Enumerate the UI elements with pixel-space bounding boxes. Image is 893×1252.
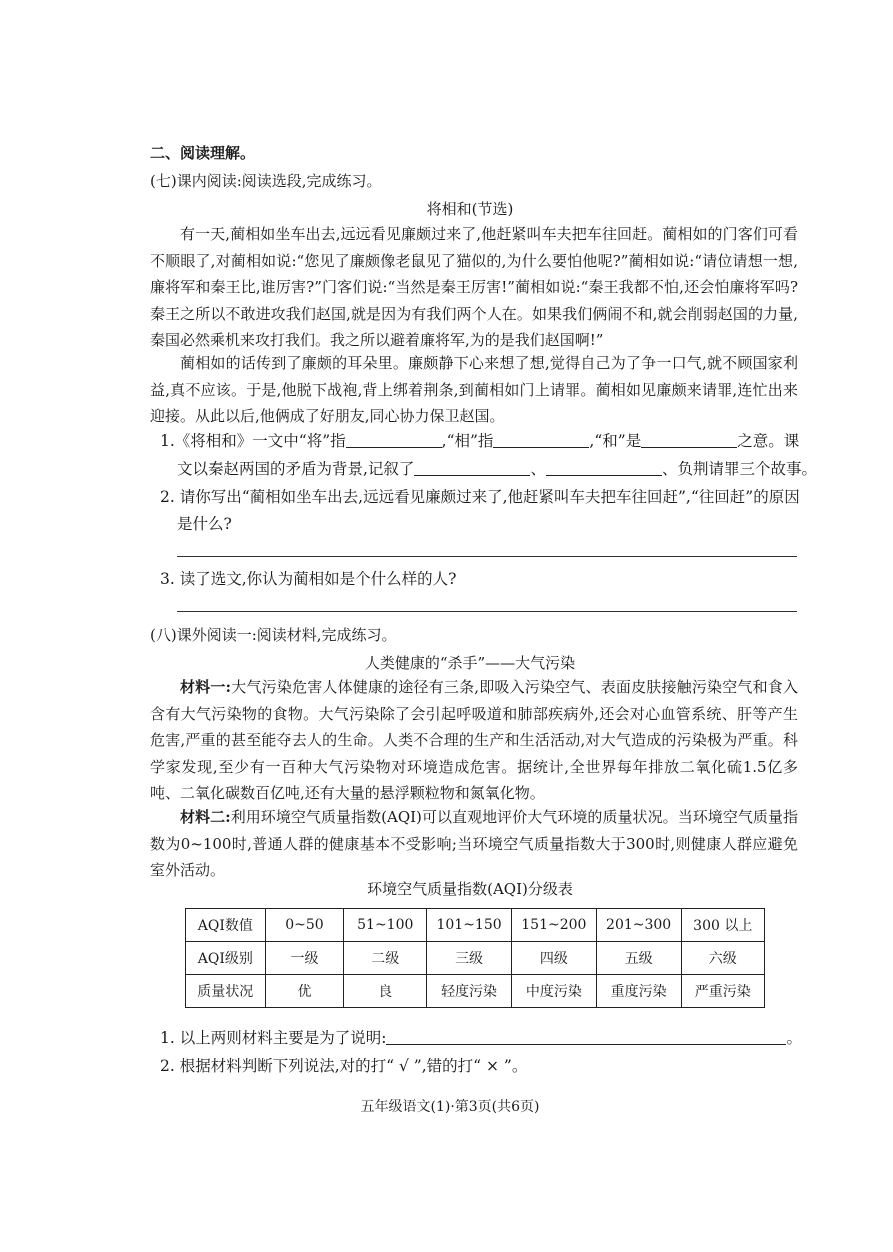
part8-question-2: 2. 根据材料判断下列说法,对的打“ √ ”,错的打“ × ”。 [160,1057,528,1075]
aqi-table-cell: 51~100 [344,909,427,942]
part8-title: 人类健康的“杀手”——大气污染 [364,654,576,672]
part8-question-1 [160,1027,802,1049]
material-1-text: 大气污染危害人体健康的途径有三条,即吸入污染空气、表面皮肤接触污染空气和食入含有大气污染物的食物。大气污染除了会引起呼吸道和肺部疾病外,还会对心血管系统、肝等产生危害,严重的甚至能夺去人的生命。人类不合理的生产和生活活动,对大气造成的污染极为严重。科学家发现,至少有一百种大气污染物对环境造成危害。据统计,全世界每年排放二氧化硫1.5亿多吨、二氧化碳数百亿吨,还有大量的悬浮颗粒物和氮氧化物。 [150,678,798,802]
q1-blank-xiang[interactable] [493,433,589,448]
aqi-table-row [186,909,765,942]
part7-heading: (七)课内阅读:阅读选段,完成练习。 [150,172,382,190]
aqi-table-cell: 四级 [511,942,596,975]
aqi-table-cell: 101~150 [427,909,512,942]
aqi-table-cell: 严重污染 [681,975,764,1008]
material-2-text: 利用环境空气质量指数(AQI)可以直观地评价大气环境的质量状况。当环境空气质量指数为0~100时,普通人群的健康基本不受影响;当环境空气质量指数大于300时,则健康人群应避免室外活动。 [150,808,798,879]
part8-material-1 [150,674,798,807]
material-2-label: 材料二: [180,808,231,826]
aqi-table-title: 环境空气质量指数(AQI)分级表 [367,880,573,898]
section-heading: 二、阅读理解。 [150,144,256,162]
part7-question-2-line-1: 2. 请你写出“蔺相如坐车出去,远远看见廉颇过来了,他赶紧叫车夫把车往回赶”,“往回赶”的原因 [160,488,800,506]
aqi-table-cell: 三级 [427,942,512,975]
aqi-table-cell: 151~200 [511,909,596,942]
page-footer: 五年级语文(1)·第3页(共6页) [360,1099,540,1115]
aqi-table-cell: 六级 [681,942,764,975]
aqi-table-cell: 二级 [344,942,427,975]
q1-text-b: ,“相”指 [441,432,494,450]
part8-heading: (八)课外阅读一:阅读材料,完成练习。 [150,626,397,644]
material-1-label: 材料一: [180,678,232,696]
aqi-table-row-header: AQI数值 [186,909,266,942]
q1-blank-story-1[interactable] [414,461,530,476]
q1-blank-jiang[interactable] [346,433,442,448]
q1-blank-he[interactable] [641,433,737,448]
part7-question-3: 3. 读了选文,你认为蔺相如是个什么样的人? [160,570,457,588]
aqi-table [185,908,765,1008]
part7-paragraph-1: 有一天,蔺相如坐车出去,远远看见廉颇过来了,他赶紧叫车夫把车往回赶。蔺相如的门客们可看不顺眼了,对蔺相如说:“您见了廉颇像老鼠见了猫似的,为什么要怕他呢?”蔺相如说:“请位请想一想,廉将军和秦王比,谁厉害?”门客们说:“当然是秦王厉害!”蔺相如说:“秦王我都不怕,还会怕廉将军吗?秦王之所以不敢进攻我们赵国,就是因为有我们两个人在。如果我们俩闹不和,就会削弱赵国的力量,秦国必然乘机来攻打我们。我之所以避着廉将军,为的是我们赵国啊!” [150,225,798,349]
q1-text-e: 文以秦赵两国的矛盾为背景,记叙了 [177,460,415,478]
part7-question-1-line-1 [160,430,799,452]
part7-question-2-answer-line[interactable] [177,556,797,557]
aqi-table-cell: 0~50 [265,909,344,942]
aqi-table-cell: 优 [265,975,344,1008]
aqi-table-cell: 300 以上 [681,909,764,942]
part8-q1-end: 。 [786,1029,802,1047]
part7-title: 将相和(节选) [426,200,514,218]
part7-paragraph-2: 蔺相如的话传到了廉颇的耳朵里。廉颇静下心来想了想,觉得自己为了争一口气,就不顾国家利益,真不应该。于是,他脱下战袍,背上绑着荆条,到蔺相如门上请罪。蔺相如见廉颇来请罪,连忙出来迎接。从此以后,他俩成了好朋友,同心协力保卫赵国。 [150,354,798,425]
aqi-table-row [186,975,765,1008]
aqi-table-cell: 中度污染 [511,975,596,1008]
q1-text-f: 、 [530,460,546,478]
aqi-table-cell: 五级 [596,942,681,975]
aqi-table-row [186,942,765,975]
aqi-table-row-header: 质量状况 [186,975,266,1008]
aqi-table-row-header: AQI级别 [186,942,266,975]
part7-question-3-answer-line[interactable] [177,611,797,612]
q1-blank-story-2[interactable] [546,461,662,476]
q1-text-c: ,“和”是 [589,432,642,450]
part8-material-2 [150,804,798,884]
aqi-table-cell: 一级 [265,942,344,975]
aqi-table-cell: 轻度污染 [427,975,512,1008]
part8-q1-text: 1. 以上两则材料主要是为了说明: [160,1029,387,1047]
part8-q1-blank[interactable] [386,1030,786,1045]
part7-question-1-line-2 [177,458,817,480]
part7-question-2-line-2: 是什么? [177,515,232,533]
q1-text-a: 1.《将相和》一文中“将”指 [160,432,346,450]
aqi-table-cell: 重度污染 [596,975,681,1008]
q1-text-d: 之意。课 [737,432,800,450]
aqi-table-cell: 201~300 [596,909,681,942]
aqi-table-cell: 良 [344,975,427,1008]
q1-text-g: 、负荆请罪三个故事。 [661,460,817,478]
